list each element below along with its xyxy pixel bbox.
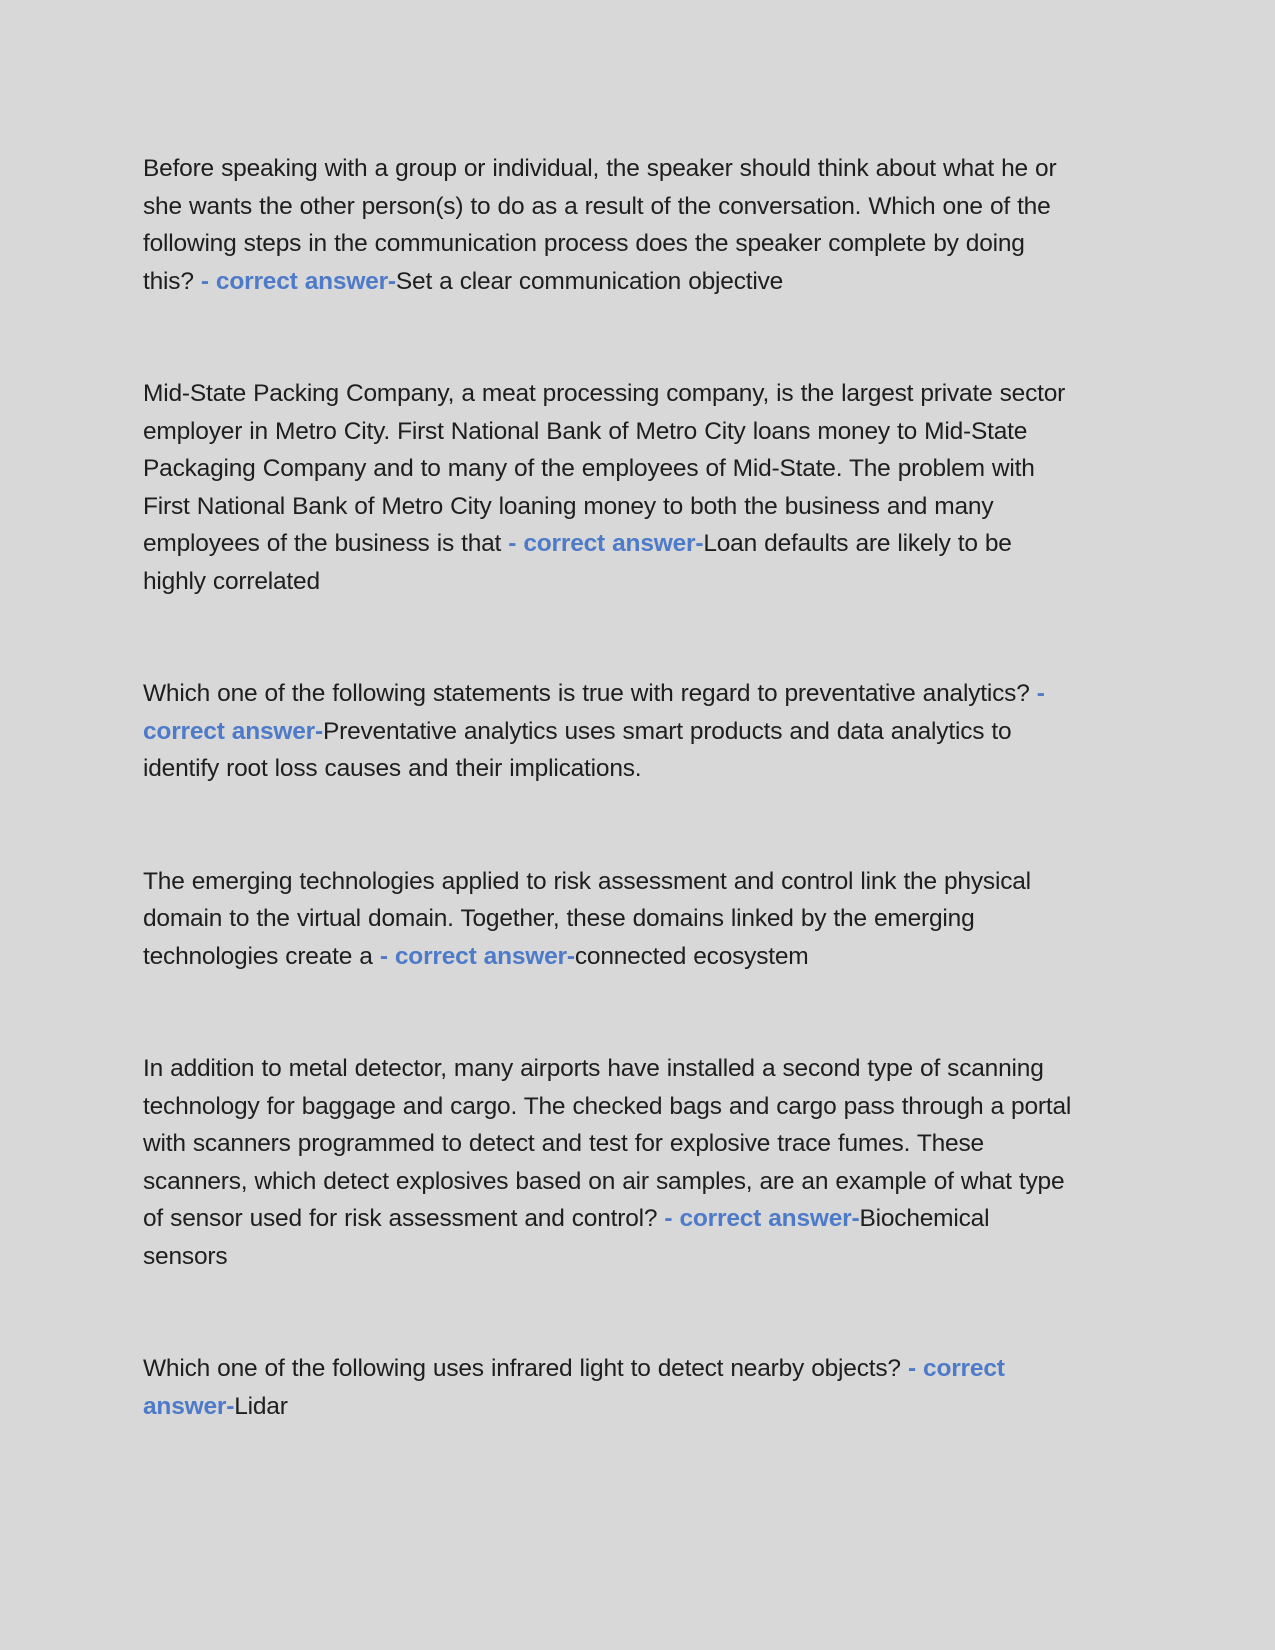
answer-text: connected ecosystem bbox=[574, 942, 809, 970]
question-text: In addition to metal detector, many airports have installed a second type of scanning technology for baggage and cargo. The checked bags and cargo pass through a portal with scanners programmed to detect and test for explosive trace fumes. These scanners, which detect explosives based on air samples, are an example of what type of sensor used for risk assessment and control? bbox=[143, 1055, 1072, 1232]
correct-answer-marker: - correct answer- bbox=[664, 1205, 860, 1232]
question-text: The emerging technologies applied to risk assessment and control link the physical domain to the virtual domain. Together, these domains linked by the emerging technologies create a bbox=[143, 867, 1031, 970]
answer-text: Biochemical sensors bbox=[143, 1205, 990, 1270]
question-text: Mid-State Packing Company, a meat processing company, is the largest private sector employer in Metro City. First National Bank of Metro City loans money to Mid-State Packaging Company and to many of the employees of Mid-State. The problem with First National Bank of Metro City loaning money to both the business and many employees of the business is that bbox=[143, 380, 1066, 557]
correct-answer-marker: - correct answer- bbox=[379, 942, 575, 970]
answer-text: Lidar bbox=[234, 1392, 288, 1420]
question-text: Which one of the following statements is true with regard to preventative analytics? bbox=[143, 680, 1037, 707]
correct-answer-marker: - correct answer- bbox=[143, 680, 1045, 745]
answer-text: Loan defaults are likely to be highly correlated bbox=[143, 530, 1012, 595]
correct-answer-marker: - correct answer- bbox=[200, 267, 396, 295]
qa-paragraph bbox=[143, 1350, 1078, 1425]
answer-text: Preventative analytics uses smart products and data analytics to identify root loss causes and their implications. bbox=[143, 717, 1012, 782]
question-text: Before speaking with a group or individual, the speaker should think about what he or she wants the other person(s) to do as a result of the conversation. Which one of the following steps in the communication process does the speaker complete by doing this? bbox=[143, 155, 1057, 295]
qa-paragraph bbox=[143, 1050, 1078, 1275]
answer-text: Set a clear communication objective bbox=[395, 267, 784, 295]
qa-paragraph bbox=[143, 863, 1078, 976]
question-text: Which one of the following uses infrared light to detect nearby objects? bbox=[143, 1355, 908, 1382]
qa-paragraph bbox=[143, 375, 1078, 600]
qa-paragraph bbox=[143, 150, 1078, 300]
correct-answer-marker: - correct answer- bbox=[508, 530, 704, 557]
correct-answer-marker: - correct answer- bbox=[143, 1355, 1005, 1420]
qa-paragraph bbox=[143, 675, 1078, 788]
